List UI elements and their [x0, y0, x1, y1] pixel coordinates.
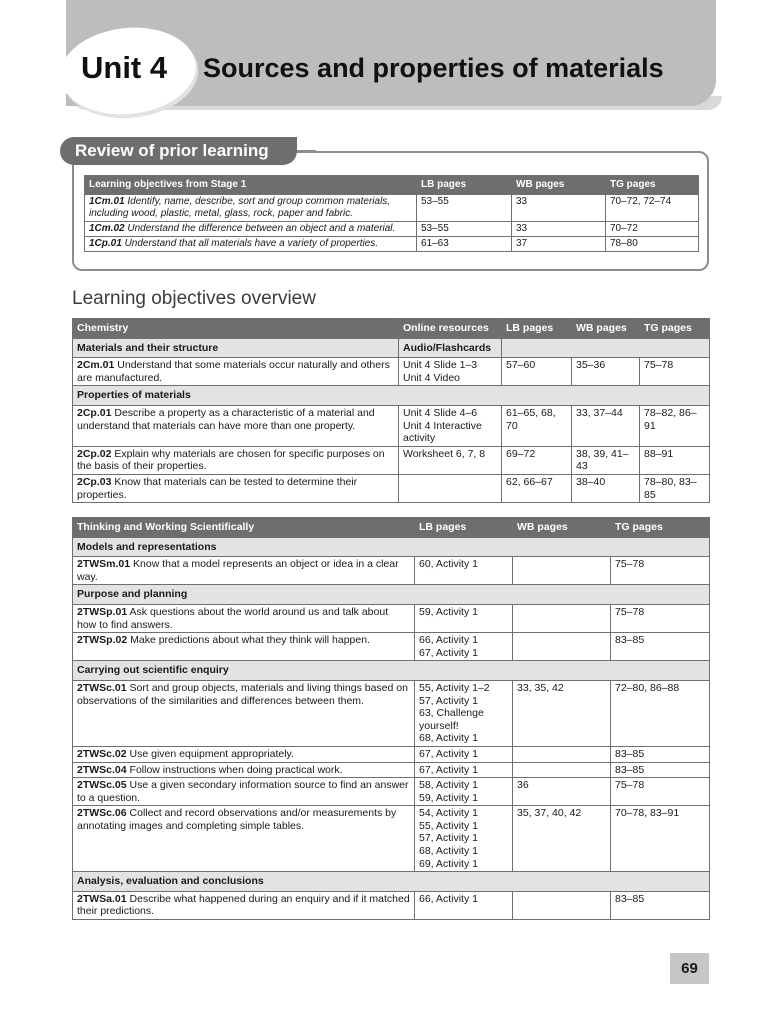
tg-pages-cell: 83–85: [611, 633, 710, 661]
tws-col-wb: WB pages: [513, 518, 611, 538]
wb-pages-cell: 33: [512, 222, 606, 237]
wb-pages-cell: [513, 746, 611, 762]
objective-text: Describe a property as a characteristic of a material and understand that materials can have more than one property.: [77, 406, 375, 432]
table-row: [73, 746, 710, 762]
chem-col-wb: WB pages: [572, 319, 640, 339]
objective-code: 1Cm.01: [89, 196, 125, 207]
table-row: [73, 446, 710, 474]
chem-col-lb: LB pages: [502, 319, 572, 339]
lb-pages-cell: 60, Activity 1: [415, 557, 513, 585]
objective-cell: [73, 806, 415, 872]
review-col-tg: TG pages: [606, 176, 699, 195]
section-title: Analysis, evaluation and conclusions: [73, 872, 710, 892]
table-row: [73, 604, 710, 632]
lb-pages-cell: 66, Activity 1: [415, 891, 513, 919]
table-row: [73, 474, 710, 502]
unit-title: Sources and properties of materials: [203, 53, 664, 83]
tws-col-lb: LB pages: [415, 518, 513, 538]
lb-pages-cell: 55, Activity 1–2 57, Activity 1 63, Challenge yourself! 68, Activity 1: [415, 680, 513, 746]
lb-pages-cell: 59, Activity 1: [415, 604, 513, 632]
objective-cell: [73, 633, 415, 661]
objective-text: Collect and record observations and/or measurements by annotating images and completing simple tables.: [77, 807, 397, 832]
section-title: Carrying out scientific enquiry: [73, 661, 710, 681]
wb-pages-cell: 38–40: [572, 474, 640, 502]
objective-cell: [85, 222, 417, 237]
section-title: Properties of materials: [73, 386, 710, 406]
tg-pages-cell: 70–72: [606, 222, 699, 237]
review-col-wb: WB pages: [512, 176, 606, 195]
section-row: [73, 537, 710, 557]
section-extra: Audio/Flashcards: [399, 338, 502, 358]
objective-cell: [73, 746, 415, 762]
tg-pages-cell: 75–78: [640, 358, 710, 386]
table-row: [73, 680, 710, 746]
tg-pages-cell: 70–78, 83–91: [611, 806, 710, 872]
tg-pages-cell: 78–80, 83–85: [640, 474, 710, 502]
wb-pages-cell: [513, 762, 611, 778]
chem-col-tg: TG pages: [640, 319, 710, 339]
objective-code: 2Cp.01: [77, 406, 112, 419]
tws-col-objectives: Thinking and Working Scientifically: [73, 518, 415, 538]
objective-code: 2TWSa.01: [77, 892, 127, 905]
objective-code: 2TWSc.06: [77, 807, 127, 820]
objective-code: 2TWSc.02: [77, 747, 127, 760]
lb-pages-cell: 58, Activity 1 59, Activity 1: [415, 778, 513, 806]
wb-pages-cell: [513, 633, 611, 661]
lb-pages-cell: 53–55: [417, 222, 512, 237]
objective-code: 2TWSp.01: [77, 605, 128, 618]
tg-pages-cell: 72–80, 86–88: [611, 680, 710, 746]
objective-cell: [73, 762, 415, 778]
objective-code: 2TWSc.04: [77, 763, 127, 776]
table-row: [73, 778, 710, 806]
lb-pages-cell: 61–65, 68, 70: [502, 405, 572, 446]
objective-text: Understand that all materials have a variety of properties.: [121, 238, 379, 249]
objective-text: Understand that some materials occur naturally and others are manufactured.: [77, 359, 390, 384]
wb-pages-cell: 36: [513, 778, 611, 806]
wb-pages-cell: 33, 37–44: [572, 405, 640, 446]
lb-pages-cell: 69–72: [502, 446, 572, 474]
wb-pages-cell: [513, 891, 611, 919]
objective-cell: [73, 891, 415, 919]
objective-cell: [73, 405, 399, 446]
tws-table: [72, 517, 710, 920]
table-row: [73, 633, 710, 661]
objective-code: 1Cp.01: [89, 238, 122, 249]
objective-text: Ask questions about the world around us and talk about how to find answers.: [77, 605, 389, 631]
objective-code: 2TWSm.01: [77, 558, 131, 571]
table-row: [73, 557, 710, 585]
tg-pages-cell: 83–85: [611, 891, 710, 919]
tg-pages-cell: 78–80: [606, 237, 699, 252]
review-col-lb: LB pages: [417, 176, 512, 195]
objective-cell: [73, 446, 399, 474]
objective-text: Describe what happened during an enquiry and if it matched their predictions.: [77, 892, 410, 918]
overview-heading: Learning objectives overview: [72, 288, 316, 309]
section-row: [73, 872, 710, 892]
lb-pages-cell: 57–60: [502, 358, 572, 386]
section-row: [73, 338, 710, 358]
section-filler: [502, 338, 710, 358]
wb-pages-cell: [513, 557, 611, 585]
tg-pages-cell: 75–78: [611, 557, 710, 585]
chem-col-online: Online resources: [399, 319, 502, 339]
section-row: [73, 585, 710, 605]
objective-code: 2Cp.02: [77, 447, 112, 460]
chemistry-table: [72, 318, 710, 503]
objective-code: 2TWSp.02: [77, 634, 128, 647]
review-table: [84, 175, 699, 252]
table-row: [85, 222, 699, 237]
tg-pages-cell: 83–85: [611, 746, 710, 762]
objective-cell: [73, 778, 415, 806]
online-resources-cell: Worksheet 6, 7, 8: [399, 446, 502, 474]
tg-pages-cell: 75–78: [611, 778, 710, 806]
tg-pages-cell: 88–91: [640, 446, 710, 474]
objective-text: Understand the difference between an object and a material.: [124, 223, 396, 234]
lb-pages-cell: 67, Activity 1: [415, 746, 513, 762]
table-row: [85, 195, 699, 222]
objective-code: 2TWSc.01: [77, 681, 127, 694]
table-row: [73, 405, 710, 446]
objective-code: 2TWSc.05: [77, 779, 127, 792]
wb-pages-cell: [513, 604, 611, 632]
objective-cell: [73, 557, 415, 585]
review-heading: Review of prior learning: [60, 137, 297, 165]
objective-text: Explain why materials are chosen for specific purposes on the basis of their properties.: [77, 447, 385, 473]
table-row: [73, 762, 710, 778]
objective-text: Use a given secondary information source to find an answer to a question.: [77, 779, 409, 804]
online-resources-cell: Unit 4 Slide 4–6 Unit 4 Interactive activity: [399, 405, 502, 446]
objective-text: Know that materials can be tested to determine their properties.: [77, 475, 358, 501]
objective-text: Sort and group objects, materials and living things based on observations of the similarities and differences between them.: [77, 681, 408, 707]
lb-pages-cell: 66, Activity 1 67, Activity 1: [415, 633, 513, 661]
lb-pages-cell: 53–55: [417, 195, 512, 222]
wb-pages-cell: 35–36: [572, 358, 640, 386]
wb-pages-cell: 33, 35, 42: [513, 680, 611, 746]
lb-pages-cell: 61–63: [417, 237, 512, 252]
objective-cell: [85, 237, 417, 252]
objective-text: Identify, name, describe, sort and group common materials, including wood, plastic, metal, glass, rock, paper and fabric.: [89, 196, 391, 219]
tg-pages-cell: 70–72, 72–74: [606, 195, 699, 222]
tws-col-tg: TG pages: [611, 518, 710, 538]
section-title: Models and representations: [73, 537, 710, 557]
table-row: [73, 891, 710, 919]
lb-pages-cell: 62, 66–67: [502, 474, 572, 502]
objective-cell: [85, 195, 417, 222]
table-row: [85, 237, 699, 252]
objective-cell: [73, 358, 399, 386]
chem-col-chemistry: Chemistry: [73, 319, 399, 339]
wb-pages-cell: 38, 39, 41–43: [572, 446, 640, 474]
table-row: [73, 358, 710, 386]
review-col-objectives: Learning objectives from Stage 1: [85, 176, 417, 195]
wb-pages-cell: 37: [512, 237, 606, 252]
objective-code: 1Cm.02: [89, 223, 125, 234]
tg-pages-cell: 78–82, 86–91: [640, 405, 710, 446]
objective-cell: [73, 680, 415, 746]
lb-pages-cell: 67, Activity 1: [415, 762, 513, 778]
table-row: [73, 806, 710, 872]
tg-pages-cell: 83–85: [611, 762, 710, 778]
online-resources-cell: Unit 4 Slide 1–3 Unit 4 Video: [399, 358, 502, 386]
review-tab-connector: [296, 150, 316, 152]
objective-text: Use given equipment appropriately.: [126, 747, 294, 760]
page-number: 69: [670, 953, 709, 984]
objective-text: Know that a model represents an object or idea in a clear way.: [77, 558, 399, 583]
objective-cell: [73, 604, 415, 632]
section-title: Materials and their structure: [73, 338, 399, 358]
wb-pages-cell: 33: [512, 195, 606, 222]
unit-label: Unit 4: [81, 50, 168, 85]
objective-cell: [73, 474, 399, 502]
lb-pages-cell: 54, Activity 1 55, Activity 1 57, Activity 1 68, Activity 1 69, Activity 1: [415, 806, 513, 872]
objective-text: Follow instructions when doing practical work.: [126, 763, 343, 776]
objective-text: Make predictions about what they think will happen.: [127, 634, 370, 647]
objective-code: 2Cp.03: [77, 475, 112, 488]
section-title: Purpose and planning: [73, 585, 710, 605]
section-row: [73, 386, 710, 406]
wb-pages-cell: 35, 37, 40, 42: [513, 806, 611, 872]
online-resources-cell: [399, 474, 502, 502]
objective-code: 2Cm.01: [77, 359, 115, 372]
section-row: [73, 661, 710, 681]
tg-pages-cell: 75–78: [611, 604, 710, 632]
